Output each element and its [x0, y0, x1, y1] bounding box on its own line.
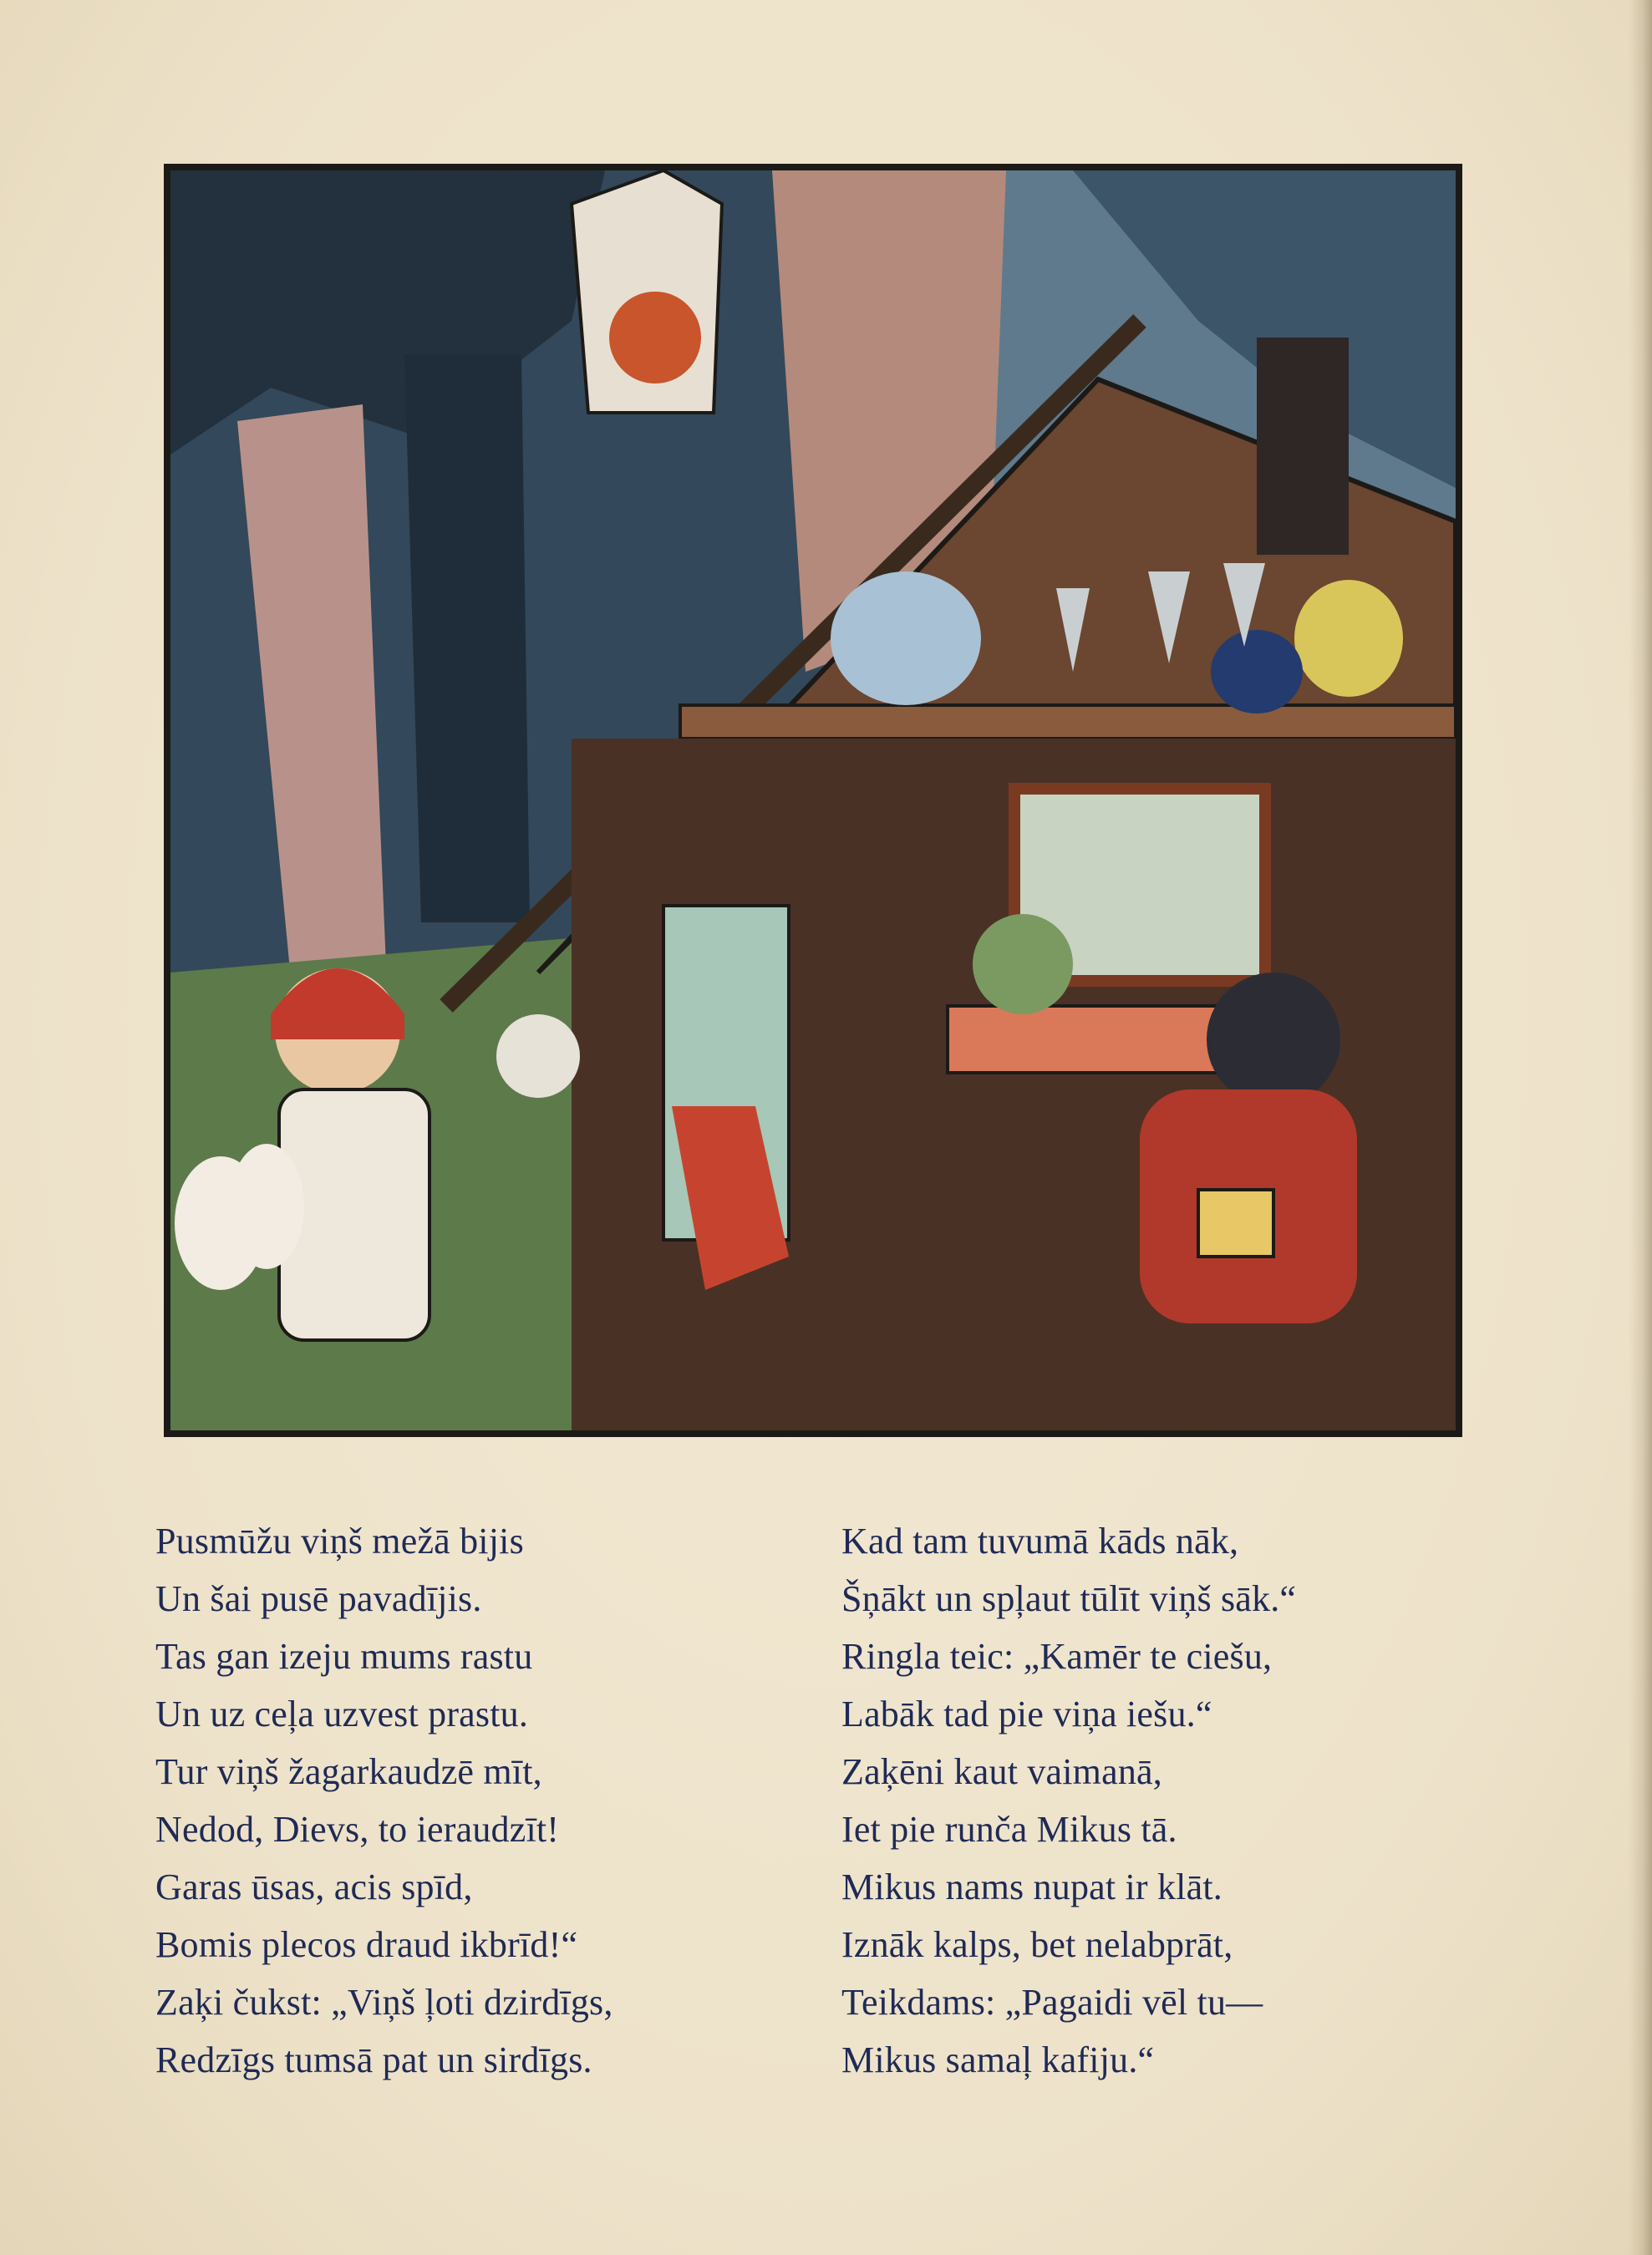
servant-cat-head	[496, 1014, 580, 1098]
verse-line: Redzīgs tumsā pat un sirdīgs.	[155, 2039, 592, 2080]
verse-line: Un uz ceļa uzvest prastu.	[155, 1694, 529, 1734]
verse-column-right	[841, 1512, 1296, 2089]
shelf	[680, 705, 1456, 739]
story-illustration	[164, 164, 1462, 1437]
verse-line: Zaķēni kaut vaimanā,	[841, 1751, 1162, 1792]
verse-line: Zaķi čukst: „Viņš ļoti dzirdīgs,	[155, 1982, 613, 2023]
chimney	[1257, 338, 1349, 555]
verse-line: Nedod, Dievs, to ieraudzīt!	[155, 1809, 560, 1850]
verse-line: Bomis plecos draud ikbrīd!“	[155, 1924, 578, 1965]
coffee-grinder	[1198, 1190, 1273, 1257]
page-edge-shadow	[1629, 0, 1652, 2255]
verse-line: Ringla teic: „Kamēr te ciešu,	[841, 1636, 1273, 1677]
verse-line: Iznāk kalps, bet nelabprāt,	[841, 1924, 1233, 1965]
pot-yellow	[1294, 580, 1403, 697]
verse-line: Kad tam tuvumā kāds nāk,	[841, 1521, 1239, 1562]
dark-trunk	[404, 354, 530, 922]
verse-column-left	[155, 1512, 613, 2089]
squirrel	[609, 292, 701, 383]
verse-line: Šņākt un spļaut tūlīt viņš sāk.“	[841, 1578, 1297, 1619]
pot-dark	[1211, 630, 1303, 714]
verse-line: Labāk tad pie viņa iešu.“	[841, 1694, 1212, 1734]
table	[948, 1006, 1223, 1073]
verse-line: Un šai pusē pavadījis.	[155, 1578, 482, 1619]
verse-line: Teikdams: „Pagaidi vēl tu—	[841, 1982, 1263, 2023]
verse-line: Tur viņš žagarkaudzē mīt,	[155, 1751, 542, 1792]
verse-line: Iet pie runča Mikus tā.	[841, 1809, 1177, 1850]
verse-line: Garas ūsas, acis spīd,	[155, 1866, 473, 1907]
jug-blue	[831, 571, 981, 705]
verse-line: Tas gan izeju mums rastu	[155, 1636, 533, 1677]
rabbit-2	[229, 1144, 304, 1269]
verse-line: Mikus samaļ kafiju.“	[841, 2039, 1155, 2080]
verse-line: Mikus nams nupat ir klāt.	[841, 1866, 1222, 1907]
green-jug	[973, 914, 1073, 1014]
verse-line: Pusmūžu viņš mežā bijis	[155, 1521, 524, 1562]
cat-head	[1207, 973, 1340, 1106]
